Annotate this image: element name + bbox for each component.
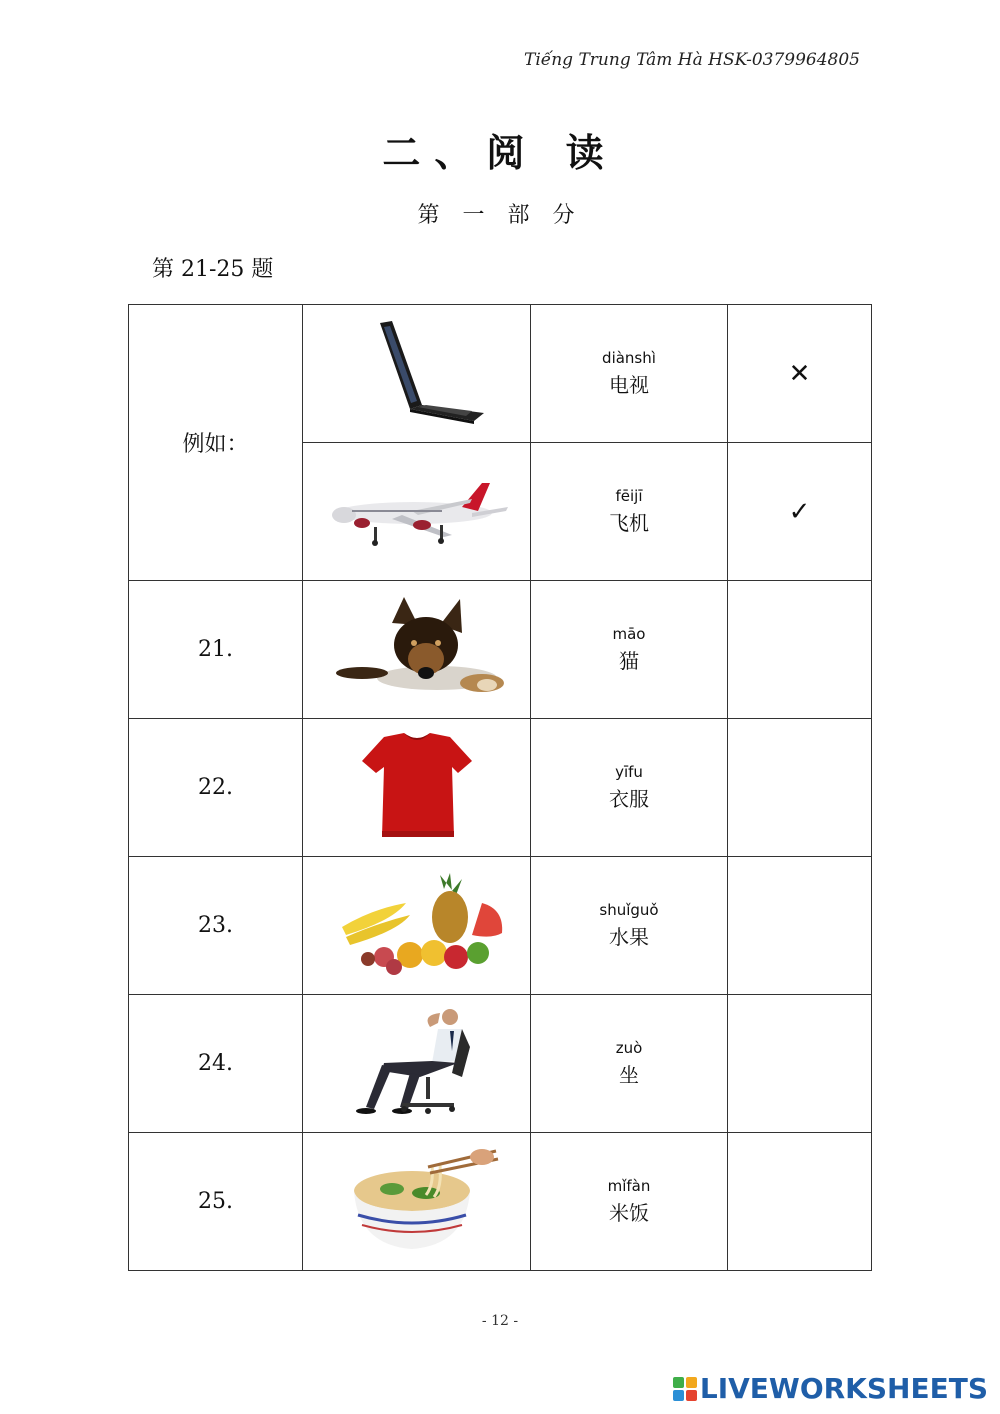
pinyin: yīfu <box>615 763 643 781</box>
question-row <box>129 857 872 995</box>
answer-cell[interactable] <box>728 581 872 719</box>
answer-cell[interactable] <box>728 995 872 1133</box>
picture-cell <box>303 443 531 581</box>
question-row <box>129 1133 872 1271</box>
hanzi: 米饭 <box>609 1201 649 1225</box>
question-row <box>129 581 872 719</box>
answer-cell[interactable] <box>728 305 872 443</box>
question-number: 22. <box>129 719 303 857</box>
answer-cell[interactable] <box>728 443 872 581</box>
fruit-picture <box>322 869 512 979</box>
header-note: Tiếng Trung Tâm Hà HSK-0379964805 <box>524 50 860 70</box>
picture-cell <box>303 1133 531 1271</box>
question-table <box>128 304 872 1271</box>
brand-name: LIVEWORKSHEETS <box>699 1372 988 1405</box>
page-title: 二、阅 读 <box>382 130 618 175</box>
question-number: 21. <box>129 581 303 719</box>
logo-blocks-icon <box>673 1377 697 1401</box>
word-cell <box>531 443 728 581</box>
section-subtitle: 第 一 部 分 <box>417 203 583 228</box>
answer-cell[interactable] <box>728 719 872 857</box>
hanzi: 衣服 <box>609 787 649 811</box>
question-number: 23. <box>129 857 303 995</box>
hanzi: 水果 <box>609 925 649 949</box>
pinyin: mǐfàn <box>607 1177 651 1195</box>
question-row <box>129 995 872 1133</box>
picture-cell <box>303 719 531 857</box>
pinyin: zuò <box>615 1039 643 1057</box>
hanzi: 飞机 <box>609 511 649 535</box>
pinyin: māo <box>612 625 646 643</box>
hanzi: 猫 <box>619 649 639 673</box>
laptop-picture <box>322 317 512 427</box>
word-cell <box>531 995 728 1133</box>
dog-picture <box>322 593 512 703</box>
question-number: 24. <box>129 995 303 1133</box>
picture-cell <box>303 857 531 995</box>
hanzi: 电视 <box>609 373 649 397</box>
pinyin: fēijī <box>615 487 643 505</box>
word-cell <box>531 581 728 719</box>
word-cell <box>531 1133 728 1271</box>
check-mark-icon: ✓ <box>788 496 811 527</box>
cross-mark-icon: ✕ <box>788 358 811 389</box>
page-number: - 12 - <box>481 1313 519 1329</box>
hanzi: 坐 <box>619 1063 639 1087</box>
pinyin: diànshì <box>602 349 656 367</box>
question-row <box>129 719 872 857</box>
picture-cell <box>303 995 531 1133</box>
answer-cell[interactable] <box>728 857 872 995</box>
answer-cell[interactable] <box>728 1133 872 1271</box>
noodle-bowl-picture <box>322 1145 512 1255</box>
example-label: 例如： <box>129 305 303 581</box>
question-range: 第 21-25 题 <box>152 257 274 282</box>
word-cell <box>531 719 728 857</box>
picture-cell <box>303 305 531 443</box>
sitting-man-picture <box>322 1007 512 1117</box>
pinyin: shuǐguǒ <box>599 901 659 919</box>
example-row <box>129 305 872 443</box>
word-cell <box>531 857 728 995</box>
word-cell <box>531 305 728 443</box>
picture-cell <box>303 581 531 719</box>
airplane-picture <box>322 455 512 565</box>
question-number: 25. <box>129 1133 303 1271</box>
tshirt-picture <box>322 731 512 841</box>
brand-logo <box>673 1372 988 1405</box>
